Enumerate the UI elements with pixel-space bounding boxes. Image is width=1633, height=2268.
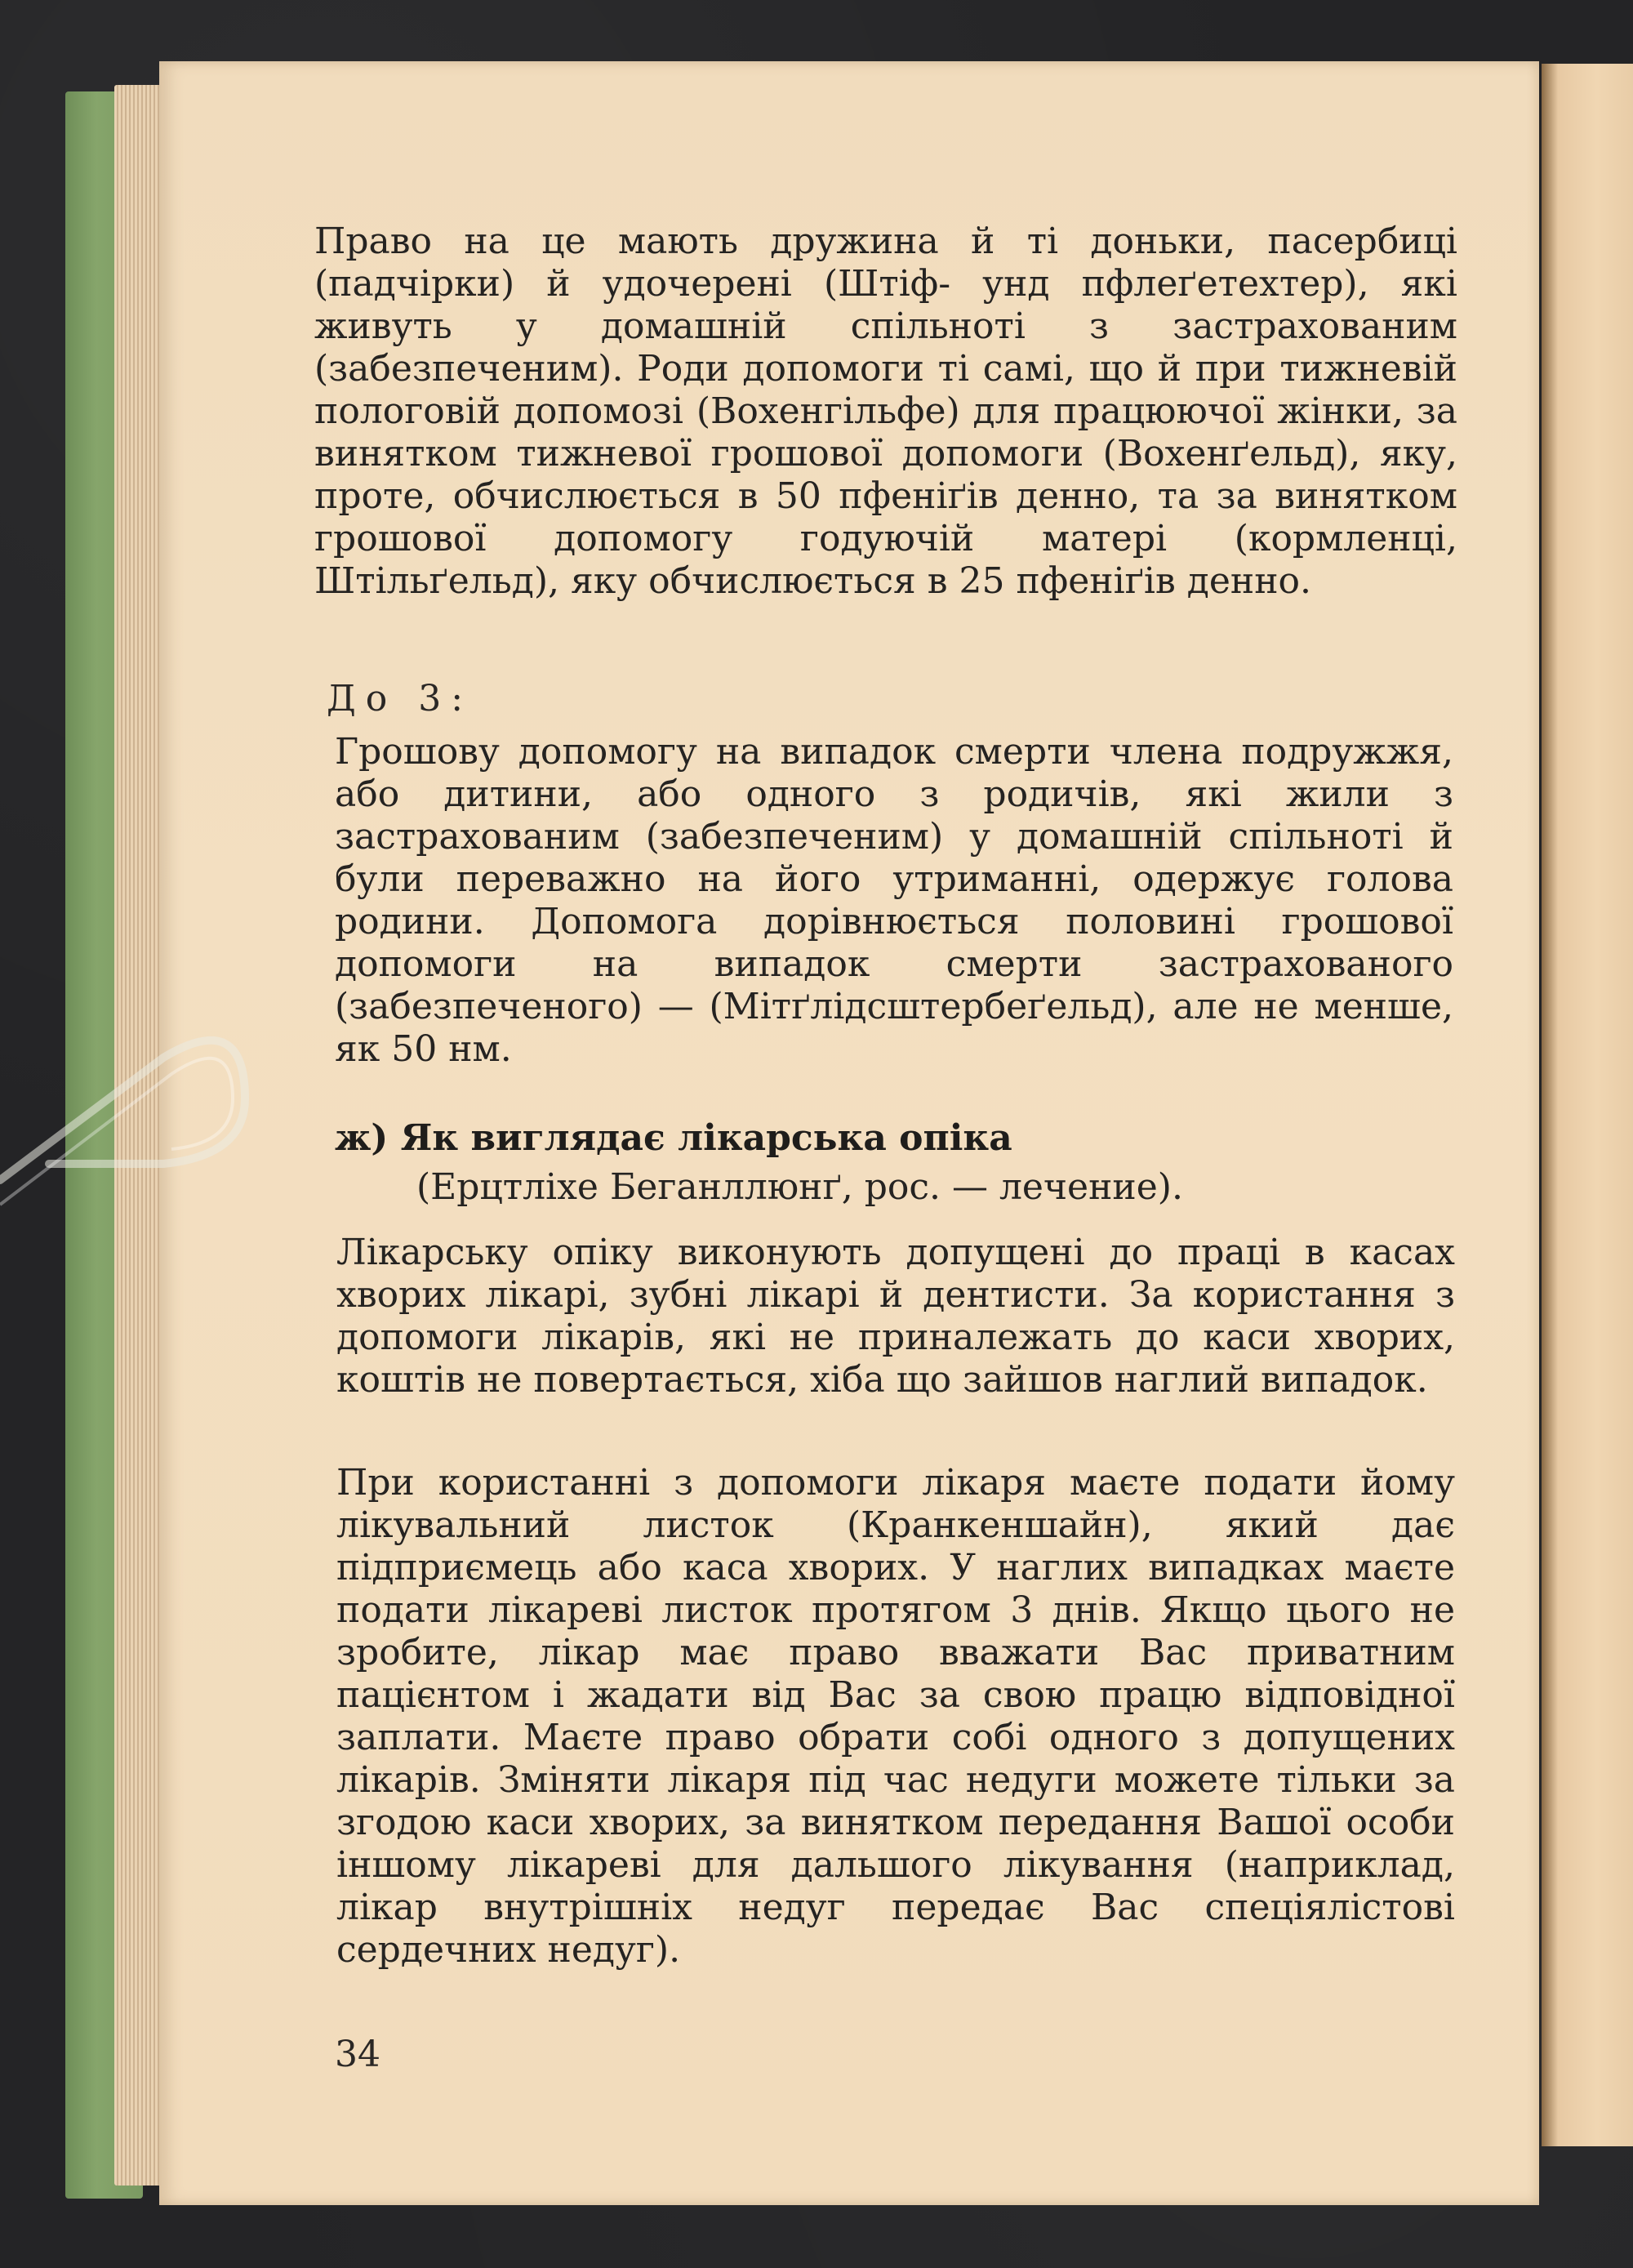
- paragraph-2-text: Грошову допомогу на випадок смерти члена подружжя, або дитини, або одного з родичів, які жили з застрахованим (забезпеченим) у домашній спільноті й були переважно на його утриманні, одержує голова родини. Допомога дорівнюється половині грошової допомоги на випадок смерти застрахованого (забезпеченого) — (Мітґлідсштербеґельд), але не менше, як 50 нм.: [335, 731, 1453, 1070]
- heading-do-3: До 3:: [327, 678, 474, 720]
- paragraph-4-text: При користанні з допомоги лікаря маєте подати йому лікувальний листок (Кранкеншайн), який дає підприємець або каса хворих. У наглих випадках маєте подати лікареві листок протягом 3 днів. Якщо цього не зробите, лікар має право вважати Вас приватним пацієнтом і жадати від Вас за свою працю відповідної заплати. Маєте право обрати собі одного з допущених лікарів. Зміняти лікаря під час недуги можете тільки за згодою каси хворих, за винятком передання Вашої особи іншому лікареві для дальшого лікування (наприклад, лікар внутрішніх недуг передає Вас спеціялістові сердечних недуг).: [336, 1462, 1455, 1971]
- facing-page-edge: [1542, 64, 1633, 2146]
- paragraph-3-text: Лікарську опіку виконують допущені до праці в касах хворих лікарі, зубні лікарі й дентисти. За користання з допомоги лікарів, які не приналежать до каси хворих, коштів не повертається, хіба що зайшов наглий випадок.: [336, 1232, 1455, 1401]
- paragraph-1: [314, 221, 1457, 603]
- paragraph-2: [335, 731, 1453, 1071]
- paragraph-1-text: Право на це мають дружина й ті доньки, пасербиці (падчірки) й удочерені (Штіф- унд пфлеґетехтер), які живуть у домашній спільноті з застрахованим (забезпеченим). Роди допомоги ті самі, що й при тижневій пологовій допомозі (Вохенгільфе) для працюючої жінки, за винятком тижневої грошової допомоги (Вохенґельд), яку, проте, обчислюється в 50 пфеніґів денно, та за винятком грошової допомогу годуючій матері (кормленці, Штільґельд), яку обчислюється в 25 пфеніґів денно.: [314, 221, 1457, 602]
- section-subtitle: (Ерцтліхе Беганллюнґ, рос. — лечение).: [416, 1166, 1183, 1208]
- paragraph-4: [336, 1462, 1455, 1972]
- page-number: 34: [335, 2034, 380, 2075]
- section-title: ж) Як виглядає лікарська опіка: [335, 1117, 1012, 1159]
- paragraph-3: [336, 1232, 1455, 1401]
